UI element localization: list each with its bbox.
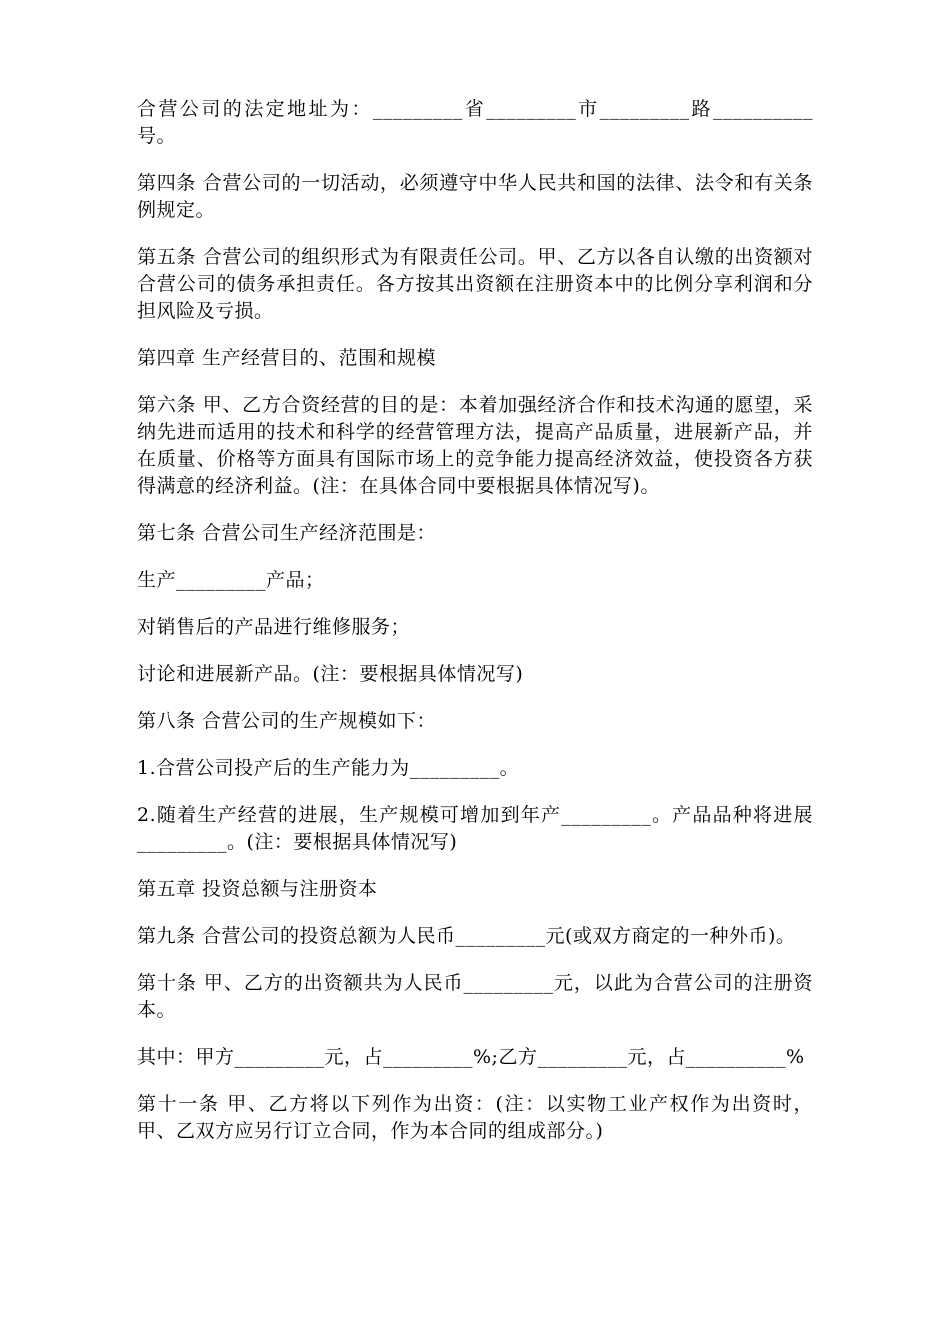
paragraph-article-11: 第十一条 甲、乙方将以下列作为出资：(注：以实物工业产权作为出资时，甲、乙双方应另行订立合同，作为本合同的组成部分。) [137,1093,813,1142]
paragraph-article-8: 第八条 合营公司的生产规模如下： [137,710,437,732]
paragraph-maintenance: 对销售后的产品进行维修服务； [137,616,411,638]
document-page [137,96,813,1165]
paragraph-article-10: 第十条 甲、乙方的出资额共为人民币_________元，以此为合营公司的注册资本。 [137,972,813,1021]
paragraph-capacity: 1.合营公司投产后的生产能力为_________。 [137,757,520,779]
paragraph-legal-address: 合营公司的法定地址为：_________省_________市_________路__________号。 [137,98,813,147]
paragraph-scale-growth: 2.随着生产经营的进展，生产规模可增加到年产_________。产品品种将进展_________。(注：要根据具体情况写) [137,804,813,853]
paragraph-article-6: 第六条 甲、乙方合资经营的目的是：本着加强经济合作和技术沟通的愿望，采纳先进而适用的技术和科学的经营管理方法，提高产品质量，进展新产品，并在质量、价格等方面具有国际市场上的竞争能力提高经济效益，使投资各方获得满意的经济利益。(注：在具体合同中要根据具体情况写)。 [137,394,813,497]
paragraph-article-9: 第九条 合营公司的投资总额为人民币_________元(或双方商定的一种外币)。 [137,925,796,947]
chapter-5-heading: 第五章 投资总额与注册资本 [137,878,378,900]
paragraph-new-products: 讨论和进展新产品。(注：要根据具体情况写) [137,663,524,685]
paragraph-contribution-split: 其中：甲方_________元，占_________%;乙方_________元，占__________% [137,1046,805,1068]
chapter-4-heading: 第四章 生产经营目的、范围和规模 [137,347,437,369]
paragraph-article-7: 第七条 合营公司生产经济范围是： [137,522,437,544]
paragraph-production: 生产_________产品； [137,569,325,591]
paragraph-article-5: 第五条 合营公司的组织形式为有限责任公司。甲、乙方以各自认缴的出资额对合营公司的债务承担责任。各方按其出资额在注册资本中的比例分享利润和分担风险及亏损。 [137,246,813,322]
paragraph-article-4: 第四条 合营公司的一切活动，必须遵守中华人民共和国的法律、法令和有关条例规定。 [137,172,813,221]
